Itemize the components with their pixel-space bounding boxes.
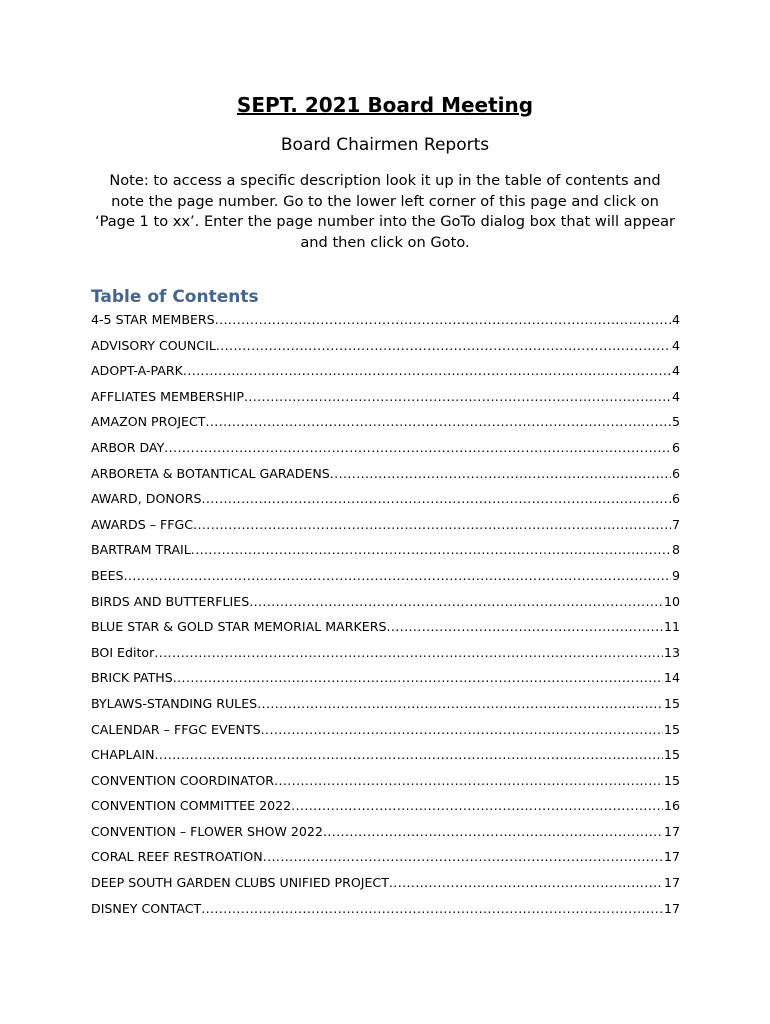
toc-entry-label: ADVISORY COUNCIL (91, 337, 216, 353)
toc-entry-page-number: 8 (671, 542, 680, 558)
toc-dot-leader (183, 361, 671, 381)
toc-dot-leader (154, 643, 663, 663)
toc-entry[interactable] (91, 873, 680, 899)
toc-entry[interactable] (91, 694, 680, 720)
toc-entry-page-number: 6 (671, 491, 680, 507)
toc-dot-leader (244, 387, 671, 407)
toc-entry[interactable] (91, 899, 680, 925)
toc-entry[interactable] (91, 361, 680, 387)
toc-entry[interactable] (91, 464, 680, 490)
toc-dot-leader (201, 489, 671, 509)
toc-entry-label: AMAZON PROJECT (91, 414, 206, 430)
toc-dot-leader (263, 847, 663, 867)
toc-entry[interactable] (91, 489, 680, 515)
toc-entry-label: 4-5 STAR MEMBERS (91, 312, 215, 327)
toc-dot-leader (330, 464, 671, 484)
toc-entry-page-number: 6 (671, 465, 680, 481)
toc-entry-page-number: 4 (671, 388, 680, 404)
toc-entry-label: AFFLIATES MEMBERSHIP (91, 388, 244, 404)
toc-entry[interactable] (91, 796, 680, 822)
toc-dot-leader (323, 822, 663, 842)
toc-dot-leader (389, 873, 663, 893)
toc-entry[interactable] (91, 745, 680, 771)
toc-entry-page-number: 16 (663, 798, 680, 814)
page-title: SEPT. 2021 Board Meeting (236, 93, 534, 117)
toc-dot-leader (216, 336, 671, 356)
toc-dot-leader (257, 694, 663, 714)
toc-entry-label: ADOPT-A-PARK (91, 363, 183, 379)
toc-entry-label: BIRDS AND BUTTERFLIES (91, 593, 250, 609)
toc-dot-leader (191, 540, 671, 560)
toc-entry-label: CONVENTION COORDINATOR (91, 772, 275, 788)
toc-dot-leader (155, 745, 663, 765)
toc-entry-label: CHAPLAIN (91, 747, 155, 763)
toc-entry-page-number: 7 (671, 516, 680, 532)
toc-heading: Table of Contents (91, 287, 259, 307)
toc-entry-label: CONVENTION – FLOWER SHOW 2022 (91, 823, 323, 839)
toc-dot-leader (124, 566, 671, 586)
toc-dot-leader (274, 771, 663, 791)
toc-entry[interactable] (91, 540, 680, 566)
toc-entry[interactable] (91, 617, 680, 643)
toc-entry-page-number: 15 (663, 747, 680, 763)
toc-entry-label: ARBOR DAY (91, 439, 165, 455)
toc-entry-page-number: 15 (663, 721, 680, 737)
toc-entry[interactable] (91, 771, 680, 797)
toc-dot-leader (291, 796, 663, 816)
toc-entry-page-number: 10 (663, 593, 680, 609)
toc-entry-label: BLUE STAR & GOLD STAR MEMORIAL MARKERS (91, 619, 387, 635)
toc-dot-leader (164, 438, 671, 458)
toc-dot-leader (215, 310, 671, 330)
toc-entry[interactable] (91, 566, 680, 592)
toc-entry-page-number: 5 (671, 414, 680, 430)
toc-entry[interactable] (91, 822, 680, 848)
toc-entry-page-number: 4 (671, 312, 680, 327)
toc-entry[interactable] (91, 336, 680, 362)
toc-entry-label: BOI Editor (91, 644, 155, 660)
toc-entry[interactable] (91, 643, 680, 669)
toc-entry[interactable] (91, 310, 680, 336)
toc-entry[interactable] (91, 387, 680, 413)
toc-entry-page-number: 17 (663, 875, 680, 891)
toc-dot-leader (261, 720, 663, 740)
toc-entry-page-number: 6 (671, 439, 680, 455)
table-of-contents (91, 310, 680, 924)
toc-entry-label: CALENDAR – FFGC EVENTS (91, 721, 261, 737)
toc-dot-leader (173, 668, 663, 688)
toc-dot-leader (193, 515, 671, 535)
toc-entry-page-number: 4 (671, 337, 680, 353)
toc-entry-label: CORAL REEF RESTROATION (91, 849, 263, 865)
toc-entry-page-number: 15 (663, 695, 680, 711)
toc-entry-page-number: 14 (663, 670, 680, 686)
toc-entry-label: AWARD, DONORS (91, 491, 202, 507)
toc-entry[interactable] (91, 515, 680, 541)
toc-entry[interactable] (91, 720, 680, 746)
toc-entry-page-number: 11 (663, 619, 680, 635)
toc-entry-label: BRICK PATHS (91, 670, 173, 686)
toc-entry-label: DISNEY CONTACT (91, 900, 202, 916)
toc-entry-page-number: 15 (663, 772, 680, 788)
toc-entry[interactable] (91, 438, 680, 464)
toc-entry-label: BYLAWS-STANDING RULES (91, 695, 258, 711)
toc-entry-label: BARTRAM TRAIL (91, 542, 191, 558)
toc-entry[interactable] (91, 592, 680, 618)
toc-dot-leader (249, 592, 663, 612)
toc-entry-page-number: 4 (671, 363, 680, 379)
toc-dot-leader (386, 617, 663, 637)
toc-entry-label: ARBORETA & BOTANTICAL GARADENS (91, 465, 330, 481)
toc-entry-page-number: 17 (663, 849, 680, 865)
toc-entry-label: DEEP SOUTH GARDEN CLUBS UNIFIED PROJECT (91, 875, 389, 891)
toc-entry-label: CONVENTION COMMITTEE 2022 (91, 798, 292, 814)
toc-dot-leader (205, 412, 671, 432)
toc-entry[interactable] (91, 668, 680, 694)
toc-entry[interactable] (91, 412, 680, 438)
instruction-note: Note: to access a specific description look it up in the table of contents and note the page number. Go to the lower left corner of this page and click on ‘Page 1 to xx’. Enter the page number into the GoTo dialog box that will appear and then click on Goto. (94, 172, 676, 251)
page-subtitle: Board Chairmen Reports (280, 135, 490, 155)
toc-entry-label: BEES (91, 567, 124, 583)
toc-entry[interactable] (91, 847, 680, 873)
toc-entry-label: AWARDS – FFGC (91, 516, 194, 532)
toc-entry-page-number: 17 (663, 823, 680, 839)
toc-entry-page-number: 9 (671, 567, 680, 583)
toc-entry-page-number: 13 (663, 644, 680, 660)
toc-entry-page-number: 17 (663, 900, 680, 916)
toc-dot-leader (201, 899, 663, 919)
